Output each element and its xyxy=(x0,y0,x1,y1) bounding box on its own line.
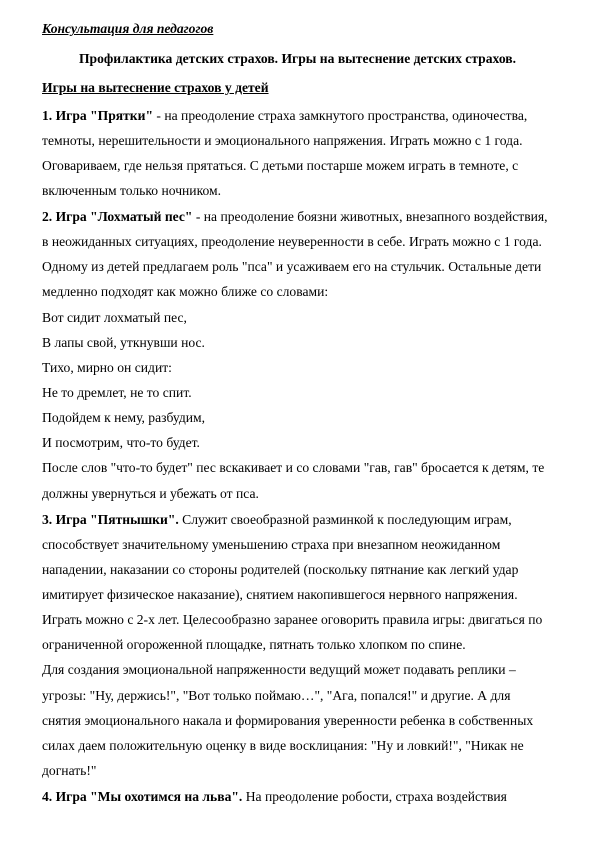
game-3-line-3: нападении, наказании со стороны родителей (поскольку пятнание как легкий удар xyxy=(42,562,519,577)
game-3-title: 3. Игра "Пятнышки". xyxy=(42,512,179,527)
poem-line-2: В лапы свой, уткнувши нос. xyxy=(42,335,205,350)
poem-line-1: Вот сидит лохматый пес, xyxy=(42,310,187,325)
game-1-text: - на преодоление страха замкнутого пространства, одиночества, xyxy=(153,108,528,123)
document-title: Профилактика детских страхов. Игры на вытеснение детских страхов. xyxy=(78,51,517,66)
game-2-line-5: После слов "что-то будет" пес вскакивает и со словами "гав, гав" бросается к детям, те xyxy=(42,460,545,475)
poem-line-4: Не то дремлет, не то спит. xyxy=(42,385,192,400)
game-1-line-4: включенным только ночником. xyxy=(42,183,222,198)
game-3-line-10: силах даем положительную оценку в виде восклицания: "Ну и ловкий!", "Никак не xyxy=(42,738,524,753)
game-4-title: 4. Игра "Мы охотимся на льва". xyxy=(42,789,243,804)
game-4-text: На преодоление робости, страха воздействия xyxy=(242,789,507,804)
game-2-title: 2. Игра "Лохматый пес" xyxy=(42,209,193,224)
game-3-line-9: снятия эмоционального накала и формирования уверенности ребенка в собственных xyxy=(42,713,534,728)
poem-line-5: Подойдем к нему, разбудим, xyxy=(42,410,206,425)
game-1-line-3: Оговариваем, где нельзя прятаться. С детьми постарше можем играть в темноте, с xyxy=(42,158,519,173)
game-3-line-6: ограниченной огороженной площадке, пятнать только хлопком по спине. xyxy=(42,637,466,652)
game-1-title: 1. Игра "Прятки" xyxy=(42,108,154,123)
game-2-line-2: в неожиданных ситуациях, преодоление неуверенности в себе. Играть можно с 1 года. xyxy=(42,234,542,249)
game-2-line-6: должны увернуться и убежать от пса. xyxy=(42,486,259,501)
game-2-line-1 xyxy=(42,209,548,225)
game-3-line-4: имитирует физическое наказание), снятием накопившегося нервного напряжения. xyxy=(42,587,518,602)
poem-line-3: Тихо, мирно он сидит: xyxy=(42,360,172,375)
game-3-line-1 xyxy=(42,512,512,528)
game-3-line-7: Для создания эмоциональной напряженности ведущий может подавать реплики – xyxy=(42,662,516,677)
game-3-line-5: Играть можно с 2-х лет. Целесообразно заранее оговорить правила игры: двигаться по xyxy=(42,612,543,627)
game-4-line-1 xyxy=(42,789,507,805)
poem-line-6: И посмотрим, что-то будет. xyxy=(42,435,200,450)
document-header: Консультация для педагогов xyxy=(42,21,214,36)
game-1-line-1 xyxy=(42,108,527,124)
game-1-line-2: темноты, нерешительности и эмоционального напряжения. Играть можно с 1 года. xyxy=(42,133,523,148)
game-2-line-3: Одному из детей предлагаем роль "пса" и усаживаем его на стульчик. Остальные дети xyxy=(42,259,542,274)
game-3-line-8: угрозы: "Ну, держись!", "Вот только поймаю…", "Ага, попался!" и другие. А для xyxy=(42,688,511,703)
section-heading: Игры на вытеснение страхов у детей xyxy=(42,80,269,95)
game-3-text: Служит своеобразной разминкой к последующим играм, xyxy=(178,512,512,527)
game-3-line-11: догнать!" xyxy=(42,763,97,778)
game-2-text: - на преодоление боязни животных, внезапного воздействия, xyxy=(192,209,548,224)
game-2-line-4: медленно подходят как можно ближе со словами: xyxy=(42,284,329,299)
game-3-line-2: способствует значительному уменьшению страха при внезапном неожиданном xyxy=(42,537,501,552)
